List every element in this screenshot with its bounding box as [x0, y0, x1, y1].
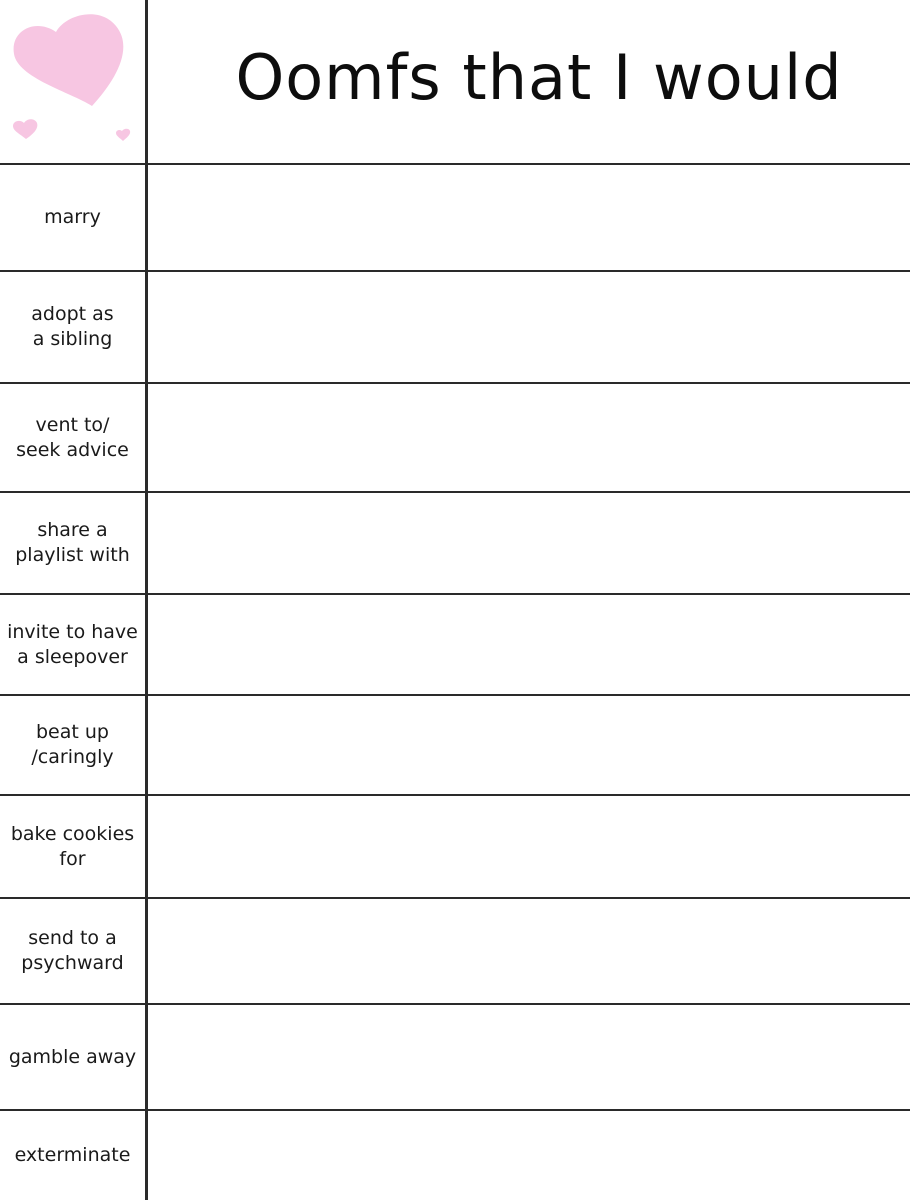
pink-hearts-icon — [0, 0, 145, 164]
row-label-playlist: share a playlist with — [15, 519, 130, 566]
header-cell — [148, 0, 910, 164]
page-title: Oomfs that I would — [235, 40, 843, 114]
fill-cell-psychward[interactable] — [148, 899, 910, 1003]
fill-cell-playlist[interactable] — [148, 493, 910, 593]
row-label-gamble: gamble away — [8, 1045, 137, 1068]
fill-cell-beat-up[interactable] — [148, 696, 910, 794]
fill-cell-adopt-sibling[interactable] — [148, 272, 910, 382]
row-label-sleepover: invite to have a sleepover — [7, 620, 138, 668]
fill-cell-sleepover[interactable] — [148, 595, 910, 694]
fill-cell-marry[interactable] — [148, 165, 910, 270]
row-label-marry: marry — [44, 206, 101, 228]
fill-cell-cookies[interactable] — [148, 796, 910, 897]
row-label-vent: vent to/ seek advice — [16, 413, 129, 461]
row-label-cookies: bake cookies for — [10, 822, 135, 870]
row-label-psychward: send to a psychward — [21, 927, 124, 974]
fill-cell-exterminate[interactable] — [148, 1111, 910, 1200]
row-label-adopt-sibling: adopt as a sibling — [31, 303, 114, 350]
fill-cell-vent[interactable] — [148, 384, 910, 491]
corner-cell — [0, 0, 145, 164]
fill-cell-gamble[interactable] — [148, 1005, 910, 1109]
row-label-beat-up: beat up /caringly — [31, 721, 114, 768]
row-label-exterminate: exterminate — [14, 1144, 131, 1166]
